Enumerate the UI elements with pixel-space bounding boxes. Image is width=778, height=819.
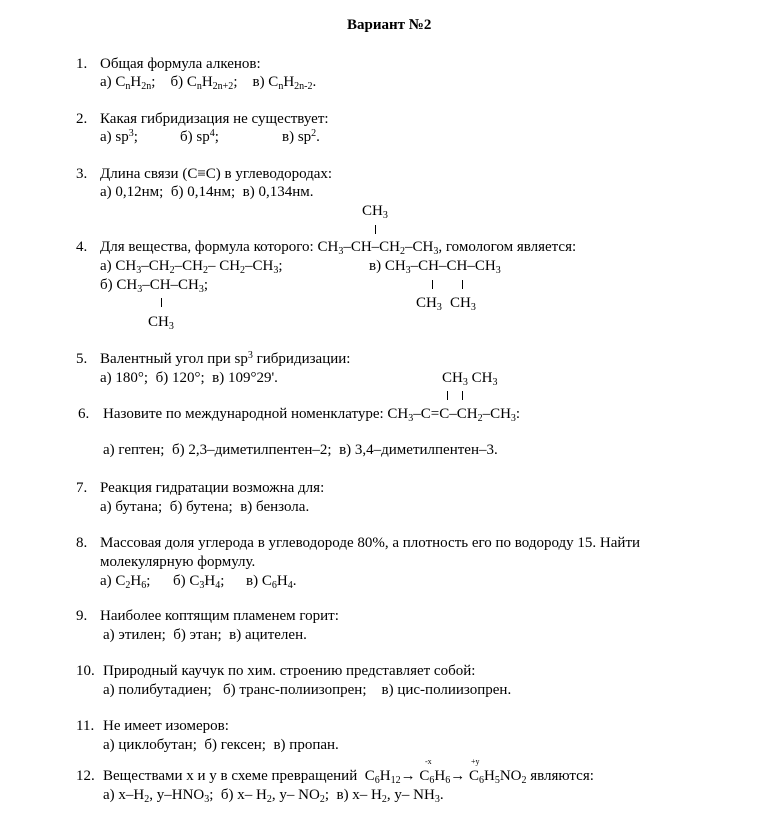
question-12-number: 12. xyxy=(76,768,95,784)
question-2-option-b: б) $sp^4$; xyxy=(180,128,219,145)
question-9-text: Наиболее коптящим пламенем горит: xyxy=(100,608,339,624)
question-6-bond-1 xyxy=(447,391,448,400)
question-6-options: а) гептен; б) 2,3–диметилпентен–2; в) 3,4–диметилпентен–3. xyxy=(103,442,498,458)
question-12-label-x: -x xyxy=(425,757,432,766)
question-8-option-a: а) $C_2H_6$; xyxy=(100,573,151,591)
question-1-text: Общая формула алкенов: xyxy=(100,56,261,72)
question-8-text-line-2: молекулярную формулу. xyxy=(100,554,256,570)
question-6-text: Назовите по международной номенклатуре: $CH_3-C=C-CH_2-CH_3$: xyxy=(103,406,521,424)
question-4-option-a: а) $CH_3-CH_2-CH_2-$ $CH_2-CH_3$; xyxy=(100,258,283,276)
question-8-option-c: в) $C_6H_4$. xyxy=(246,573,297,591)
question-4-number: 4. xyxy=(76,239,88,255)
question-11-options: а) циклобутан; б) гексен; в) пропан. xyxy=(103,737,339,753)
question-6-branch-top: $CH_3$ $CH_3$ xyxy=(442,370,498,388)
question-6-number: 6. xyxy=(78,406,90,422)
question-8-text: Массовая доля углерода в углеводороде 80%, а плотность его по водороду 15. Найти xyxy=(100,535,641,551)
question-12-label-y: +y xyxy=(471,757,480,766)
question-9-number: 9. xyxy=(76,608,88,624)
question-2-option-a: а) $sp^3$; xyxy=(100,128,138,145)
question-4-option-c-branch-2: $CH_3$ xyxy=(450,295,476,313)
question-2-option-c: в) $sp^2$. xyxy=(282,128,320,145)
question-1-options: а) $C_nH_{2n}$; б) $C_nH_{2n+2}$; в) $C_nH_{2n-2}$. xyxy=(100,74,317,92)
question-4-option-c-bond-1 xyxy=(432,280,433,289)
question-4-option-c-bond-2 xyxy=(462,280,463,289)
question-12-text: Веществами x и y в схеме превращений $C_6H_{12}\to C_6H_6\to C_6H_5NO_2$ являются: xyxy=(103,768,594,786)
question-10-options: а) полибутадиен; б) транс-полиизопрен; в) цис-полиизопрен. xyxy=(103,682,512,698)
question-4-option-c: в) $CH_3-CH-CH-CH_3$ xyxy=(369,258,501,276)
question-4-option-b: б) $CH_3-CH-CH_3$; xyxy=(100,277,209,295)
question-4-option-b-bond xyxy=(161,298,162,307)
question-2-number: 2. xyxy=(76,111,88,127)
question-3-number: 3. xyxy=(76,166,88,182)
page-title: Вариант №2 xyxy=(347,17,432,33)
question-4-option-c-branch-1: $CH_3$ xyxy=(416,295,442,313)
question-7-text: Реакция гидратации возможна для: xyxy=(100,480,325,496)
question-5-text: Валентный угол при $sp^3$ гибридизации: xyxy=(100,350,351,367)
question-4-branch-top: $CH_3$ xyxy=(362,203,388,221)
question-5-options: а) 180°; б) 120°; в) 109°29'. xyxy=(100,370,278,386)
question-1-number: 1. xyxy=(76,56,88,72)
question-10-number: 10. xyxy=(76,663,95,679)
question-4-option-b-branch: $CH_3$ xyxy=(148,314,174,332)
question-7-number: 7. xyxy=(76,480,88,496)
question-11-number: 11. xyxy=(76,718,95,734)
question-6-bond-2 xyxy=(462,391,463,400)
question-4-text: Для вещества, формула которого: $CH_3-CH-CH_2-CH_3$, гомологом является: xyxy=(100,239,577,257)
question-10-text: Природный каучук по хим. строению представляет собой: xyxy=(103,663,476,679)
question-3-options: а) 0,12нм; б) 0,14нм; в) 0,134нм. xyxy=(100,184,314,200)
question-11-text: Не имеет изомеров: xyxy=(103,718,229,734)
question-7-options: а) бутана; б) бутена; в) бензола. xyxy=(100,499,310,515)
question-3-text: Длина связи (C≡C) в углеводородах: xyxy=(100,166,333,182)
question-5-number: 5. xyxy=(76,351,88,367)
question-8-number: 8. xyxy=(76,535,88,551)
question-4-bond-top xyxy=(375,225,376,234)
question-9-options: а) этилен; б) этан; в) ацителен. xyxy=(103,627,307,643)
question-8-option-b: б) $C_3H_4$; xyxy=(173,573,225,591)
question-12-options: а) $x-H_2$, $y-HNO_3$; б) x– $H_2$, y– $NO_2$; в) x– $H_2$, y– $NH_3$. xyxy=(103,787,444,805)
question-2-text: Какая гибридизация не существует: xyxy=(100,111,329,127)
